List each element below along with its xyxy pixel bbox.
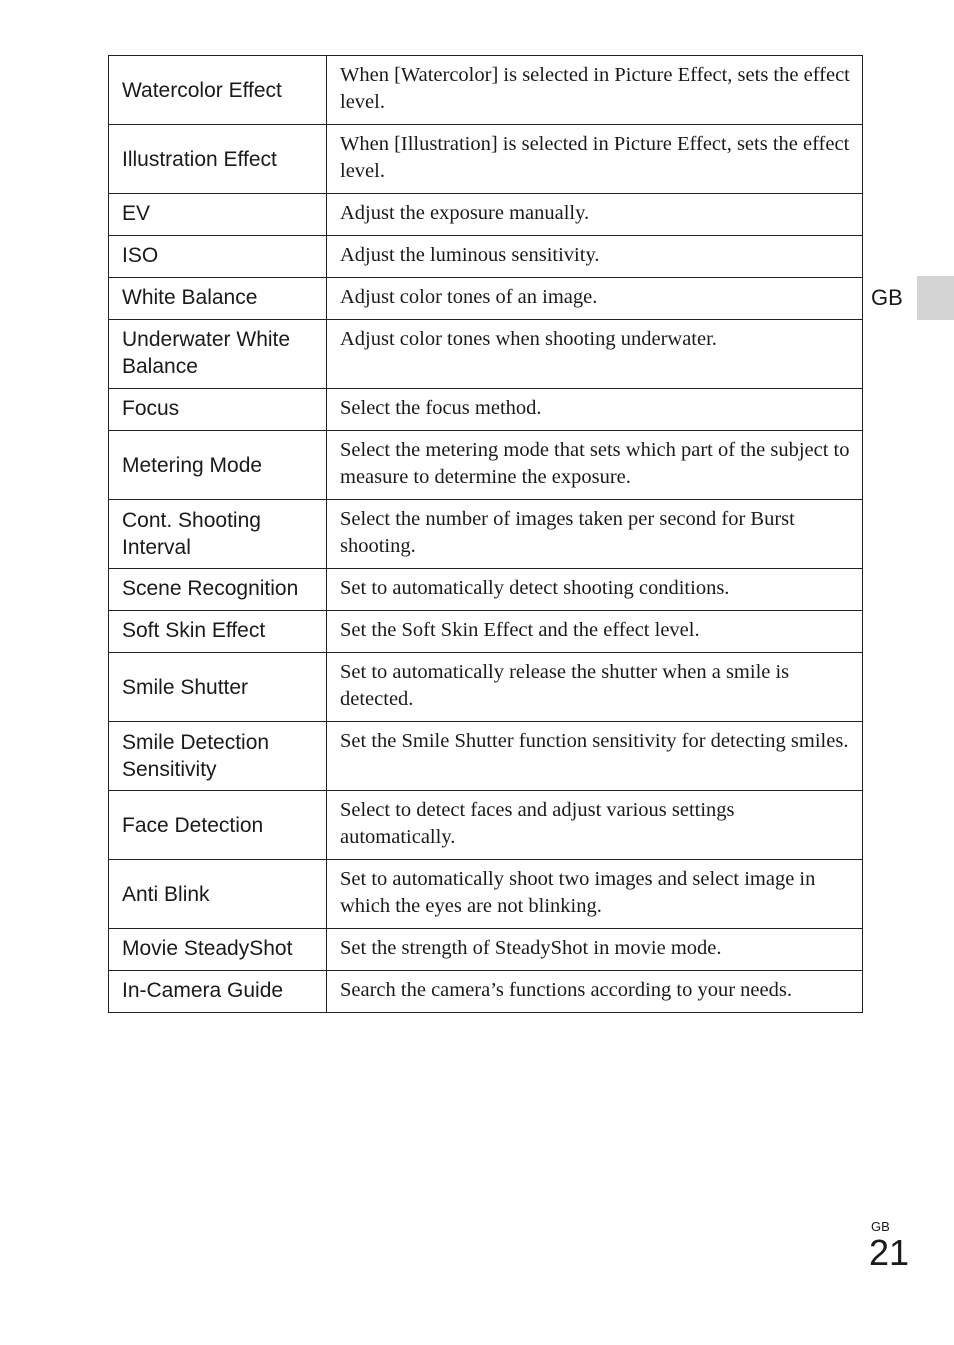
- term-cell: ISO: [109, 236, 327, 278]
- term-cell: Anti Blink: [109, 860, 327, 929]
- function-table: [108, 55, 863, 1013]
- term-cell: Smile Shutter: [109, 653, 327, 722]
- term-cell: Focus: [109, 389, 327, 431]
- table-row: [109, 500, 863, 569]
- description-cell: Adjust the exposure manually.: [327, 194, 863, 236]
- description-cell: Set the Smile Shutter function sensitivity for detecting smiles.: [327, 722, 863, 791]
- footer-language-code: GB: [871, 1219, 890, 1234]
- page-number: 21: [869, 1232, 910, 1273]
- description-cell: Adjust color tones of an image.: [327, 278, 863, 320]
- description-cell: When [Watercolor] is selected in Picture Effect, sets the effect level.: [327, 56, 863, 125]
- language-tab-label: GB: [871, 285, 903, 310]
- term-cell: Scene Recognition: [109, 569, 327, 611]
- table-row: [109, 569, 863, 611]
- term-cell: In-Camera Guide: [109, 971, 327, 1013]
- table-row: [109, 389, 863, 431]
- term-cell: Smile Detection Sensitivity: [109, 722, 327, 791]
- term-cell: Face Detection: [109, 791, 327, 860]
- table-row: [109, 929, 863, 971]
- table-row: [109, 236, 863, 278]
- description-cell: Set to automatically release the shutter when a smile is detected.: [327, 653, 863, 722]
- description-cell: Set to automatically detect shooting conditions.: [327, 569, 863, 611]
- term-cell: Underwater White Balance: [109, 320, 327, 389]
- table-row: [109, 56, 863, 125]
- description-cell: Select the metering mode that sets which part of the subject to measure to determine the exposure.: [327, 431, 863, 500]
- table-row: [109, 860, 863, 929]
- description-cell: When [Illustration] is selected in Picture Effect, sets the effect level.: [327, 125, 863, 194]
- table-row: [109, 320, 863, 389]
- language-tab-marker: [917, 276, 954, 320]
- description-cell: Search the camera’s functions according to your needs.: [327, 971, 863, 1013]
- term-cell: Watercolor Effect: [109, 56, 327, 125]
- table-row: [109, 653, 863, 722]
- table-row: [109, 791, 863, 860]
- term-cell: Soft Skin Effect: [109, 611, 327, 653]
- table-row: [109, 431, 863, 500]
- term-cell: White Balance: [109, 278, 327, 320]
- term-cell: Cont. Shooting Interval: [109, 500, 327, 569]
- table-row: [109, 722, 863, 791]
- description-cell: Adjust the luminous sensitivity.: [327, 236, 863, 278]
- description-cell: Adjust color tones when shooting underwater.: [327, 320, 863, 389]
- term-cell: Metering Mode: [109, 431, 327, 500]
- table-row: [109, 278, 863, 320]
- table-row: [109, 611, 863, 653]
- table-row: [109, 125, 863, 194]
- description-cell: Set the strength of SteadyShot in movie mode.: [327, 929, 863, 971]
- table-row: [109, 971, 863, 1013]
- table-row: [109, 194, 863, 236]
- term-cell: EV: [109, 194, 327, 236]
- description-cell: Set the Soft Skin Effect and the effect level.: [327, 611, 863, 653]
- term-cell: Movie SteadyShot: [109, 929, 327, 971]
- term-cell: Illustration Effect: [109, 125, 327, 194]
- description-cell: Set to automatically shoot two images and select image in which the eyes are not blinking.: [327, 860, 863, 929]
- description-cell: Select the focus method.: [327, 389, 863, 431]
- description-cell: Select to detect faces and adjust various settings automatically.: [327, 791, 863, 860]
- description-cell: Select the number of images taken per second for Burst shooting.: [327, 500, 863, 569]
